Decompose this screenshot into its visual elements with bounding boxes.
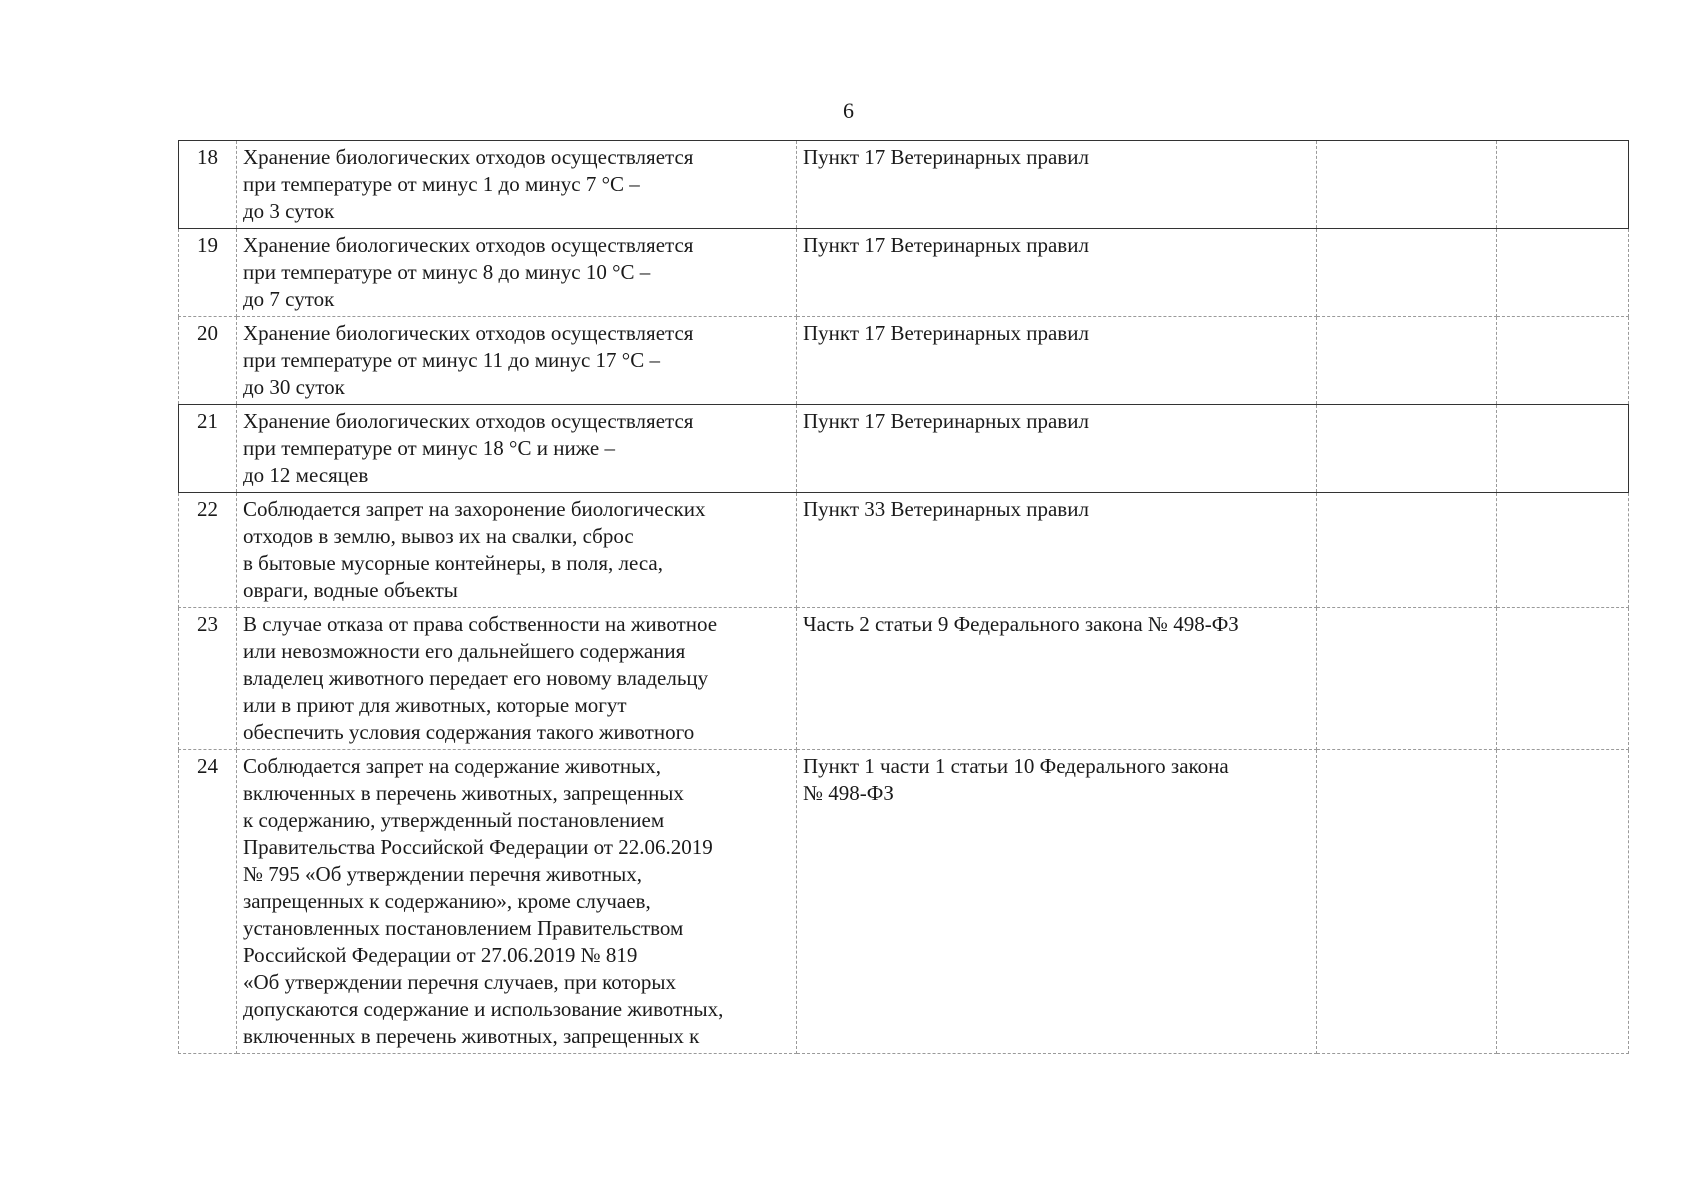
requirement-line: Хранение биологических отходов осуществляется [243, 409, 694, 433]
reference-line: Пункт 1 части 1 статьи 10 Федерального закона [803, 754, 1229, 778]
row-number: 20 [179, 317, 237, 405]
requirement-line: отходов в землю, вывоз их на свалки, сброс [243, 524, 634, 548]
page-number: 6 [843, 98, 854, 123]
answer-cell [1317, 229, 1497, 317]
table-row [179, 229, 1629, 317]
table-row [179, 750, 1629, 1054]
reference-cell [797, 317, 1317, 405]
note-cell [1497, 405, 1629, 493]
requirement-line: Хранение биологических отходов осуществляется [243, 145, 694, 169]
requirement-line: до 30 суток [243, 375, 345, 399]
reference-line: Пункт 33 Ветеринарных правил [803, 497, 1089, 521]
requirement-line: при температуре от минус 1 до минус 7 °С – [243, 172, 640, 196]
requirement-line: включенных в перечень животных, запрещенных [243, 781, 684, 805]
requirement-line: овраги, водные объекты [243, 578, 458, 602]
row-number: 24 [179, 750, 237, 1054]
note-cell [1497, 493, 1629, 608]
answer-cell [1317, 317, 1497, 405]
checklist-table [178, 140, 1629, 1054]
requirement-line: «Об утверждении перечня случаев, при которых [243, 970, 676, 994]
requirement-line: при температуре от минус 11 до минус 17 °С – [243, 348, 660, 372]
answer-cell [1317, 608, 1497, 750]
requirement-line: В случае отказа от права собственности на животное [243, 612, 718, 636]
requirement-line: Соблюдается запрет на захоронение биологических [243, 497, 706, 521]
reference-line: Пункт 17 Ветеринарных правил [803, 409, 1089, 433]
reference-cell [797, 608, 1317, 750]
requirement-line: до 12 месяцев [243, 463, 369, 487]
note-cell [1497, 608, 1629, 750]
requirement-line: Правительства Российской Федерации от 22.06.2019 [243, 835, 713, 859]
row-number: 23 [179, 608, 237, 750]
requirement-line: Хранение биологических отходов осуществляется [243, 233, 694, 257]
requirement-line: обеспечить условия содержания такого животного [243, 720, 695, 744]
table-row [179, 405, 1629, 493]
reference-cell [797, 141, 1317, 229]
table-row [179, 317, 1629, 405]
requirement-line: Российской Федерации от 27.06.2019 № 819 [243, 943, 638, 967]
requirement-cell [237, 608, 797, 750]
requirement-line: или невозможности его дальнейшего содержания [243, 639, 686, 663]
row-number: 19 [179, 229, 237, 317]
requirement-cell [237, 750, 797, 1054]
requirement-line: допускаются содержание и использование животных, [243, 997, 724, 1021]
answer-cell [1317, 405, 1497, 493]
requirement-line: владелец животного передает его новому владельцу [243, 666, 709, 690]
note-cell [1497, 229, 1629, 317]
requirement-line: в бытовые мусорные контейнеры, в поля, леса, [243, 551, 663, 575]
answer-cell [1317, 141, 1497, 229]
requirement-cell [237, 405, 797, 493]
requirement-line: запрещенных к содержанию», кроме случаев, [243, 889, 651, 913]
row-number: 18 [179, 141, 237, 229]
table-row [179, 608, 1629, 750]
row-number: 22 [179, 493, 237, 608]
table-row [179, 493, 1629, 608]
requirement-line: при температуре от минус 8 до минус 10 °С – [243, 260, 651, 284]
reference-cell [797, 750, 1317, 1054]
requirement-line: Хранение биологических отходов осуществляется [243, 321, 694, 345]
requirement-line: или в приют для животных, которые могут [243, 693, 627, 717]
reference-line: Часть 2 статьи 9 Федерального закона № 498-ФЗ [803, 612, 1239, 636]
note-cell [1497, 141, 1629, 229]
requirement-line: при температуре от минус 18 °С и ниже – [243, 436, 615, 460]
requirement-cell [237, 229, 797, 317]
requirement-cell [237, 317, 797, 405]
requirement-line: до 3 суток [243, 199, 335, 223]
table-row [179, 141, 1629, 229]
requirement-cell [237, 493, 797, 608]
requirement-line: Соблюдается запрет на содержание животных, [243, 754, 662, 778]
requirement-line: включенных в перечень животных, запрещенных к [243, 1024, 700, 1048]
answer-cell [1317, 750, 1497, 1054]
note-cell [1497, 317, 1629, 405]
reference-line: Пункт 17 Ветеринарных правил [803, 321, 1089, 345]
requirement-line: до 7 суток [243, 287, 335, 311]
answer-cell [1317, 493, 1497, 608]
note-cell [1497, 750, 1629, 1054]
requirement-cell [237, 141, 797, 229]
reference-line: Пункт 17 Ветеринарных правил [803, 145, 1089, 169]
row-number: 21 [179, 405, 237, 493]
requirement-line: к содержанию, утвержденный постановлением [243, 808, 665, 832]
requirement-line: установленных постановлением Правительством [243, 916, 684, 940]
reference-line: Пункт 17 Ветеринарных правил [803, 233, 1089, 257]
reference-line: № 498-ФЗ [803, 781, 894, 805]
reference-cell [797, 405, 1317, 493]
reference-cell [797, 229, 1317, 317]
reference-cell [797, 493, 1317, 608]
requirement-line: № 795 «Об утверждении перечня животных, [243, 862, 642, 886]
